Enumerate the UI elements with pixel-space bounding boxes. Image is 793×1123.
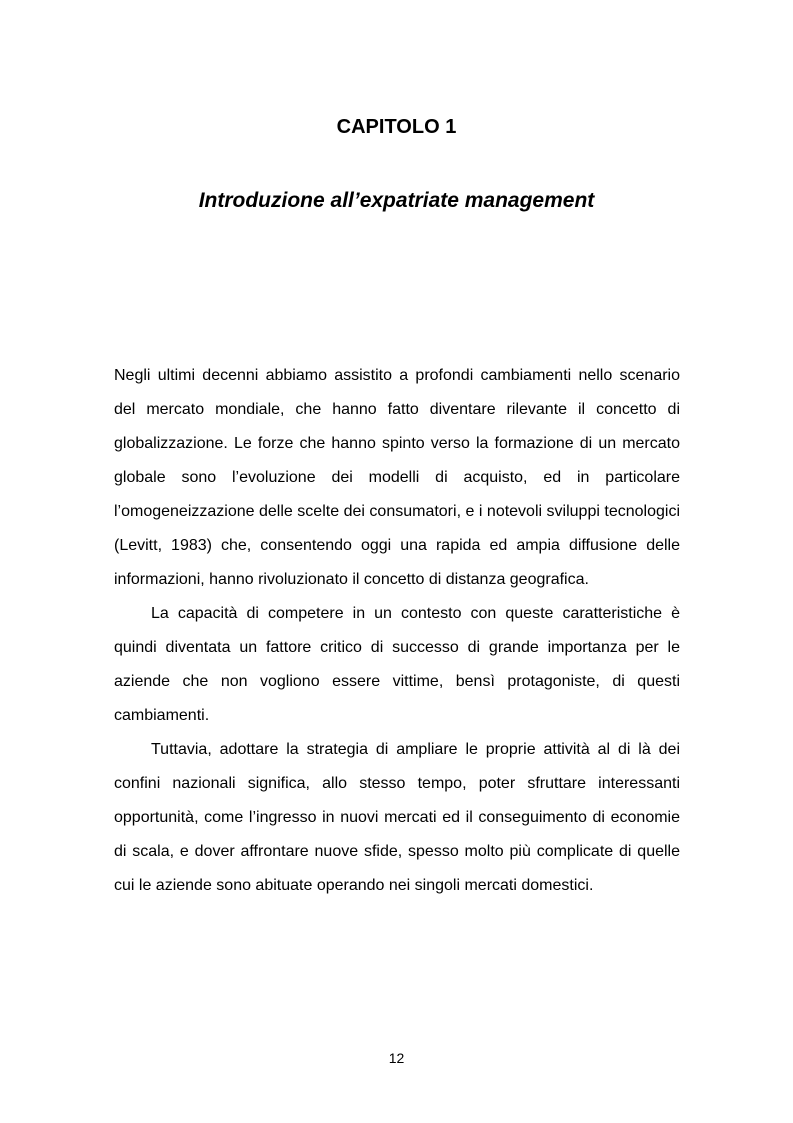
chapter-label: CAPITOLO 1 (336, 116, 457, 138)
paragraph-1: Negli ultimi decenni abbiamo assistito a profondi cambiamenti nello scenario del mercato mondiale, che hanno fatto diventare rilevante il concetto di globalizzazione. Le forze che hanno spinto verso la formazione di un mercato globale sono l’evoluzione dei modelli di acquisto, ed in particolare l’omogeneizzazione delle scelte dei consumatori, e i notevoli sviluppi tecnologici (Levitt, 1983) che, consentendo oggi una rapida ed ampia diffusione delle informazioni, hanno rivoluzionato il concetto di distanza geografica. (114, 367, 680, 588)
chapter-title: Introduzione all’expatriate management (198, 189, 595, 212)
paragraph-3: Tuttavia, adottare la strategia di ampliare le proprie attività al di là dei confini nazionali significa, allo stesso tempo, poter sfruttare interessanti opportunità, come l’ingresso in nuovi mercati ed il conseguimento di economie di scala, e dover affrontare nuove sfide, spesso molto più complicate di quelle cui le aziende sono abituate operando nei singoli mercati domestici. (114, 741, 680, 894)
page-number: 12 (388, 1050, 405, 1066)
paragraph-2: La capacità di competere in un contesto con queste caratteristiche è quindi diventata un fattore critico di successo di grande importanza per le aziende che non vogliono essere vittime, bensì protagoniste, di questi cambiamenti. (114, 605, 680, 724)
body-text (114, 359, 680, 903)
